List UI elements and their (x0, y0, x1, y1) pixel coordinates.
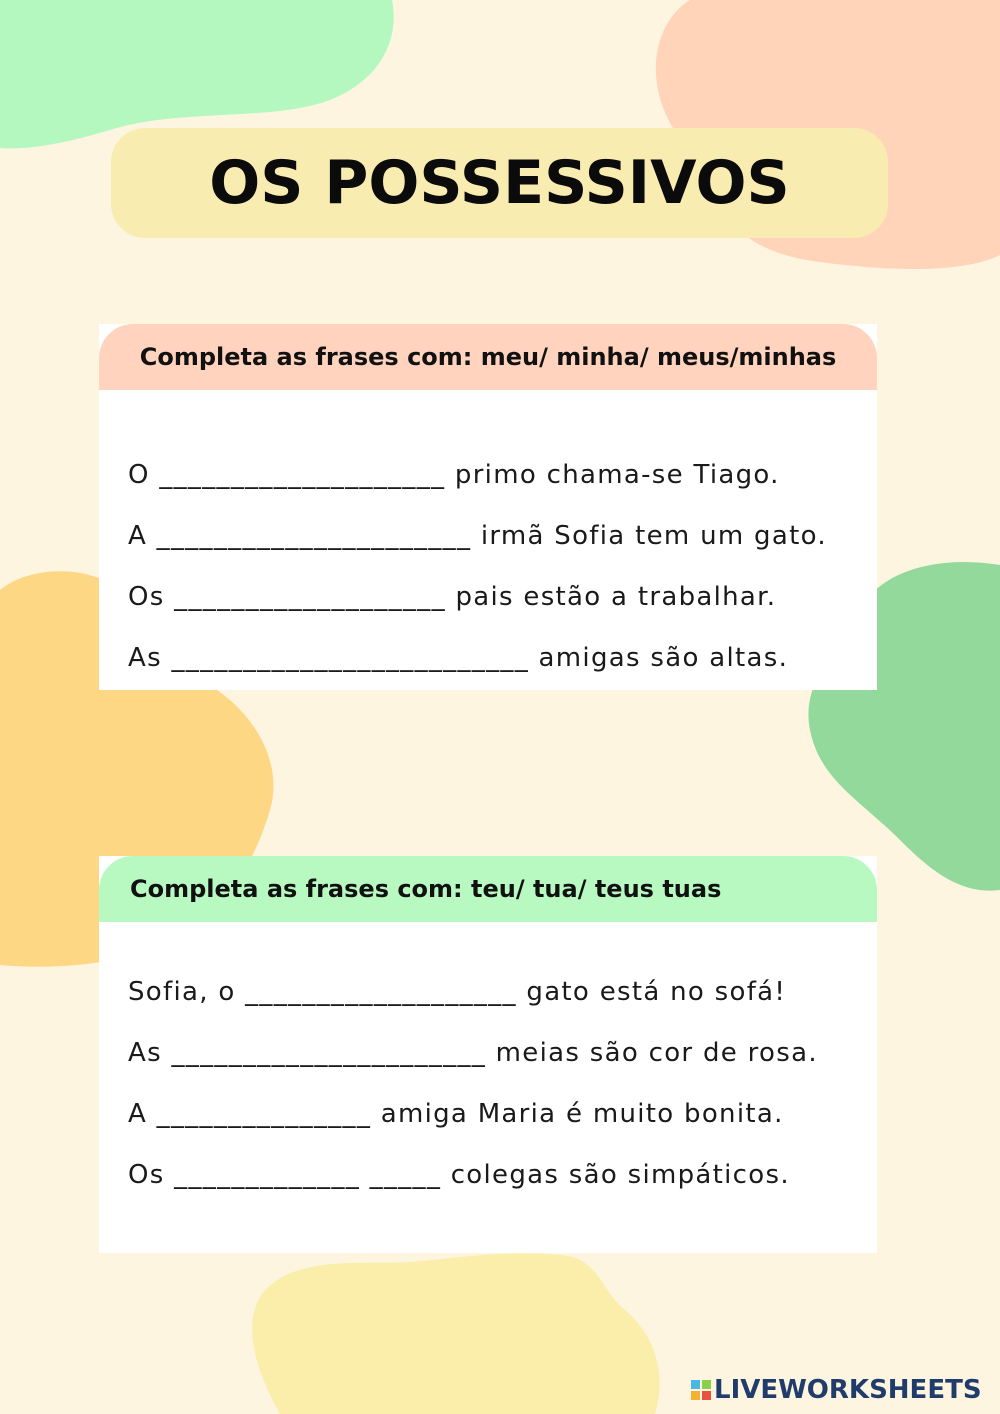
sentence-item: O ____________________ primo chama-se Tiago. (128, 460, 780, 490)
liveworksheets-logo[interactable] (690, 1372, 982, 1408)
title-banner (111, 128, 888, 238)
blob-green-top-left (0, 0, 394, 148)
liveworksheets-logo-icon (690, 1379, 712, 1401)
sentence-item: A _______________ amiga Maria é muito bonita. (128, 1099, 784, 1129)
exercise-card-1 (99, 324, 877, 690)
blob-yellow-bottom (252, 1253, 659, 1414)
exercise-instruction-2: Completa as frases com: teu/ tua/ teus tuas (99, 856, 877, 922)
sentence-item: Os ___________________ pais estão a trabalhar. (128, 582, 777, 612)
sentence-item: As _________________________ amigas são altas. (128, 643, 789, 673)
sentence-list-1 (99, 390, 877, 689)
exercise-instruction-1: Completa as frases com: meu/ minha/ meus/minhas (99, 324, 877, 390)
sentence-item: A ______________________ irmã Sofia tem um gato. (128, 521, 827, 551)
exercise-card-2 (99, 856, 877, 1253)
sentence-item: As ______________________ meias são cor de rosa. (128, 1038, 818, 1068)
sentence-item: Sofia, o ___________________ gato está no sofá! (128, 977, 787, 1007)
sentence-item: Os _____________ _____ colegas são simpáticos. (128, 1160, 790, 1190)
brand-name: LIVEWORKSHEETS (714, 1375, 982, 1405)
page-title: OS POSSESSIVOS (209, 148, 790, 218)
sentence-list-2 (99, 922, 877, 1206)
